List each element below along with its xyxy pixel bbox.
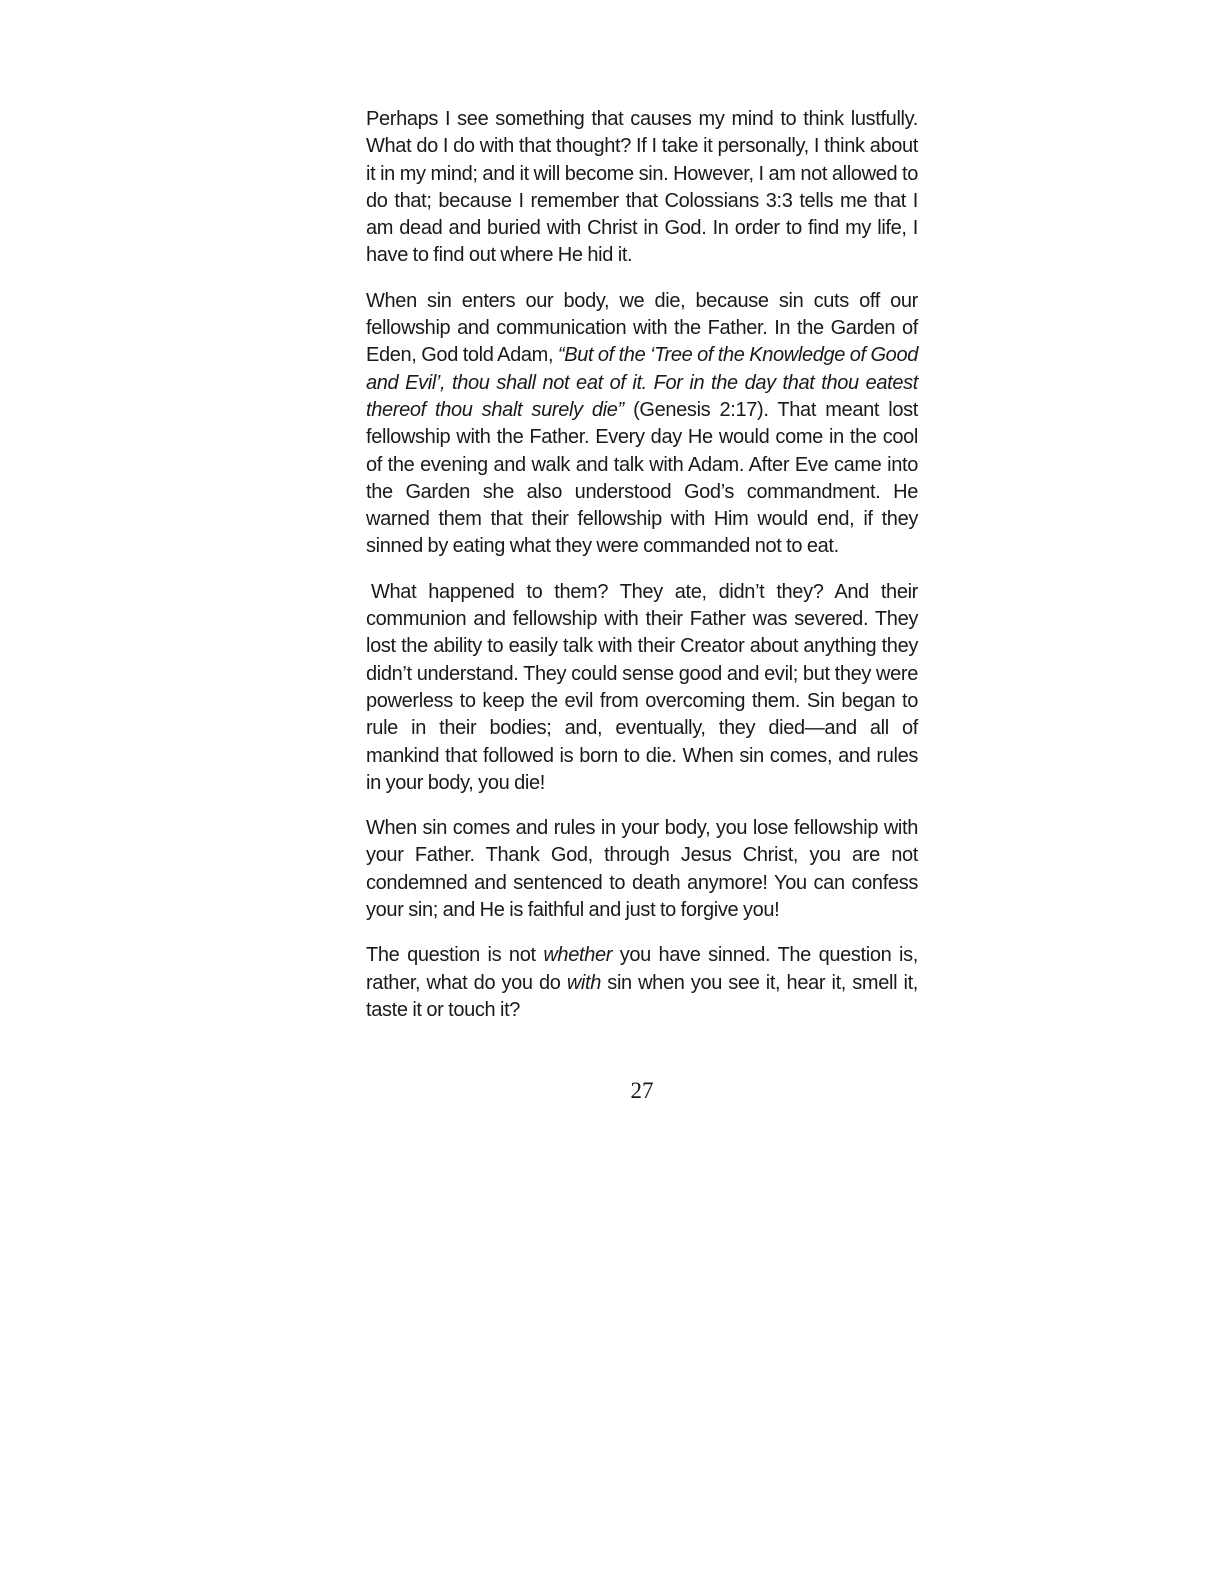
paragraph-5	[366, 942, 918, 1024]
paragraph-5-part-1: The question is not	[366, 944, 544, 967]
paragraph-2	[366, 288, 918, 561]
paragraph-3: What happened to them? They ate, didn’t they? And their communion and fellowship with their Father was severed. They lost the ability to easily talk with their Creator about anything they didn’t understand. They could sense good and evil; but they were powerless to keep the evil from overcoming them. Sin began to rule in their bodies; and, eventually, they died—and all of mankind that followed is born to die. When sin comes, and rules in your body, you die!	[366, 580, 918, 794]
page-number: 27	[630, 1078, 654, 1103]
paragraph-2-text-before-quote: When sin enters our body, we die, because sin cuts off our fellowship and communication with the Father. In the Garden of Eden, God told Adam,	[366, 289, 918, 367]
body-text	[366, 106, 918, 1042]
emphasis-with: with	[566, 971, 601, 994]
paragraph-4: When sin comes and rules in your body, you lose fellowship with your Father. Thank God, through Jesus Christ, you are not condemned and sentenced to death anymore! You can confess your sin; and He is faithful and just to forgive you!	[366, 817, 918, 922]
emphasis-whether: whether	[543, 944, 613, 967]
paragraph-2-text-after-quote: (Genesis 2:17). That meant lost fellowship with the Father. Every day He would come in the cool of the evening and walk and talk with Adam. After Eve came into the Garden she also understood God’s commandment. He warned them that their fellowship with Him would end, if they sinned by eating what they were commanded not to eat.	[366, 398, 918, 558]
paragraph-1: Perhaps I see something that causes my mind to think lustfully. What do I do with that thought? If I take it personally, I think about it in my mind; and it will become sin. However, I am not allowed to do that; because I remember that Colossians 3:3 tells me that I am dead and buried with Christ in God. In order to find my life, I have to find out where He hid it.	[366, 108, 918, 267]
genesis-quote: “But of the ‘Tree of the Knowledge of Good and Evil’, thou shall not eat of it. For in the day that thou eatest thereof thou shalt surely die”	[366, 344, 918, 421]
paragraph-5-part-2: you have sinned. The question is, rather, what do you do	[366, 944, 918, 994]
paragraph-5-part-3: sin when you see it, hear it, smell it, taste it or touch it?	[366, 971, 918, 1021]
